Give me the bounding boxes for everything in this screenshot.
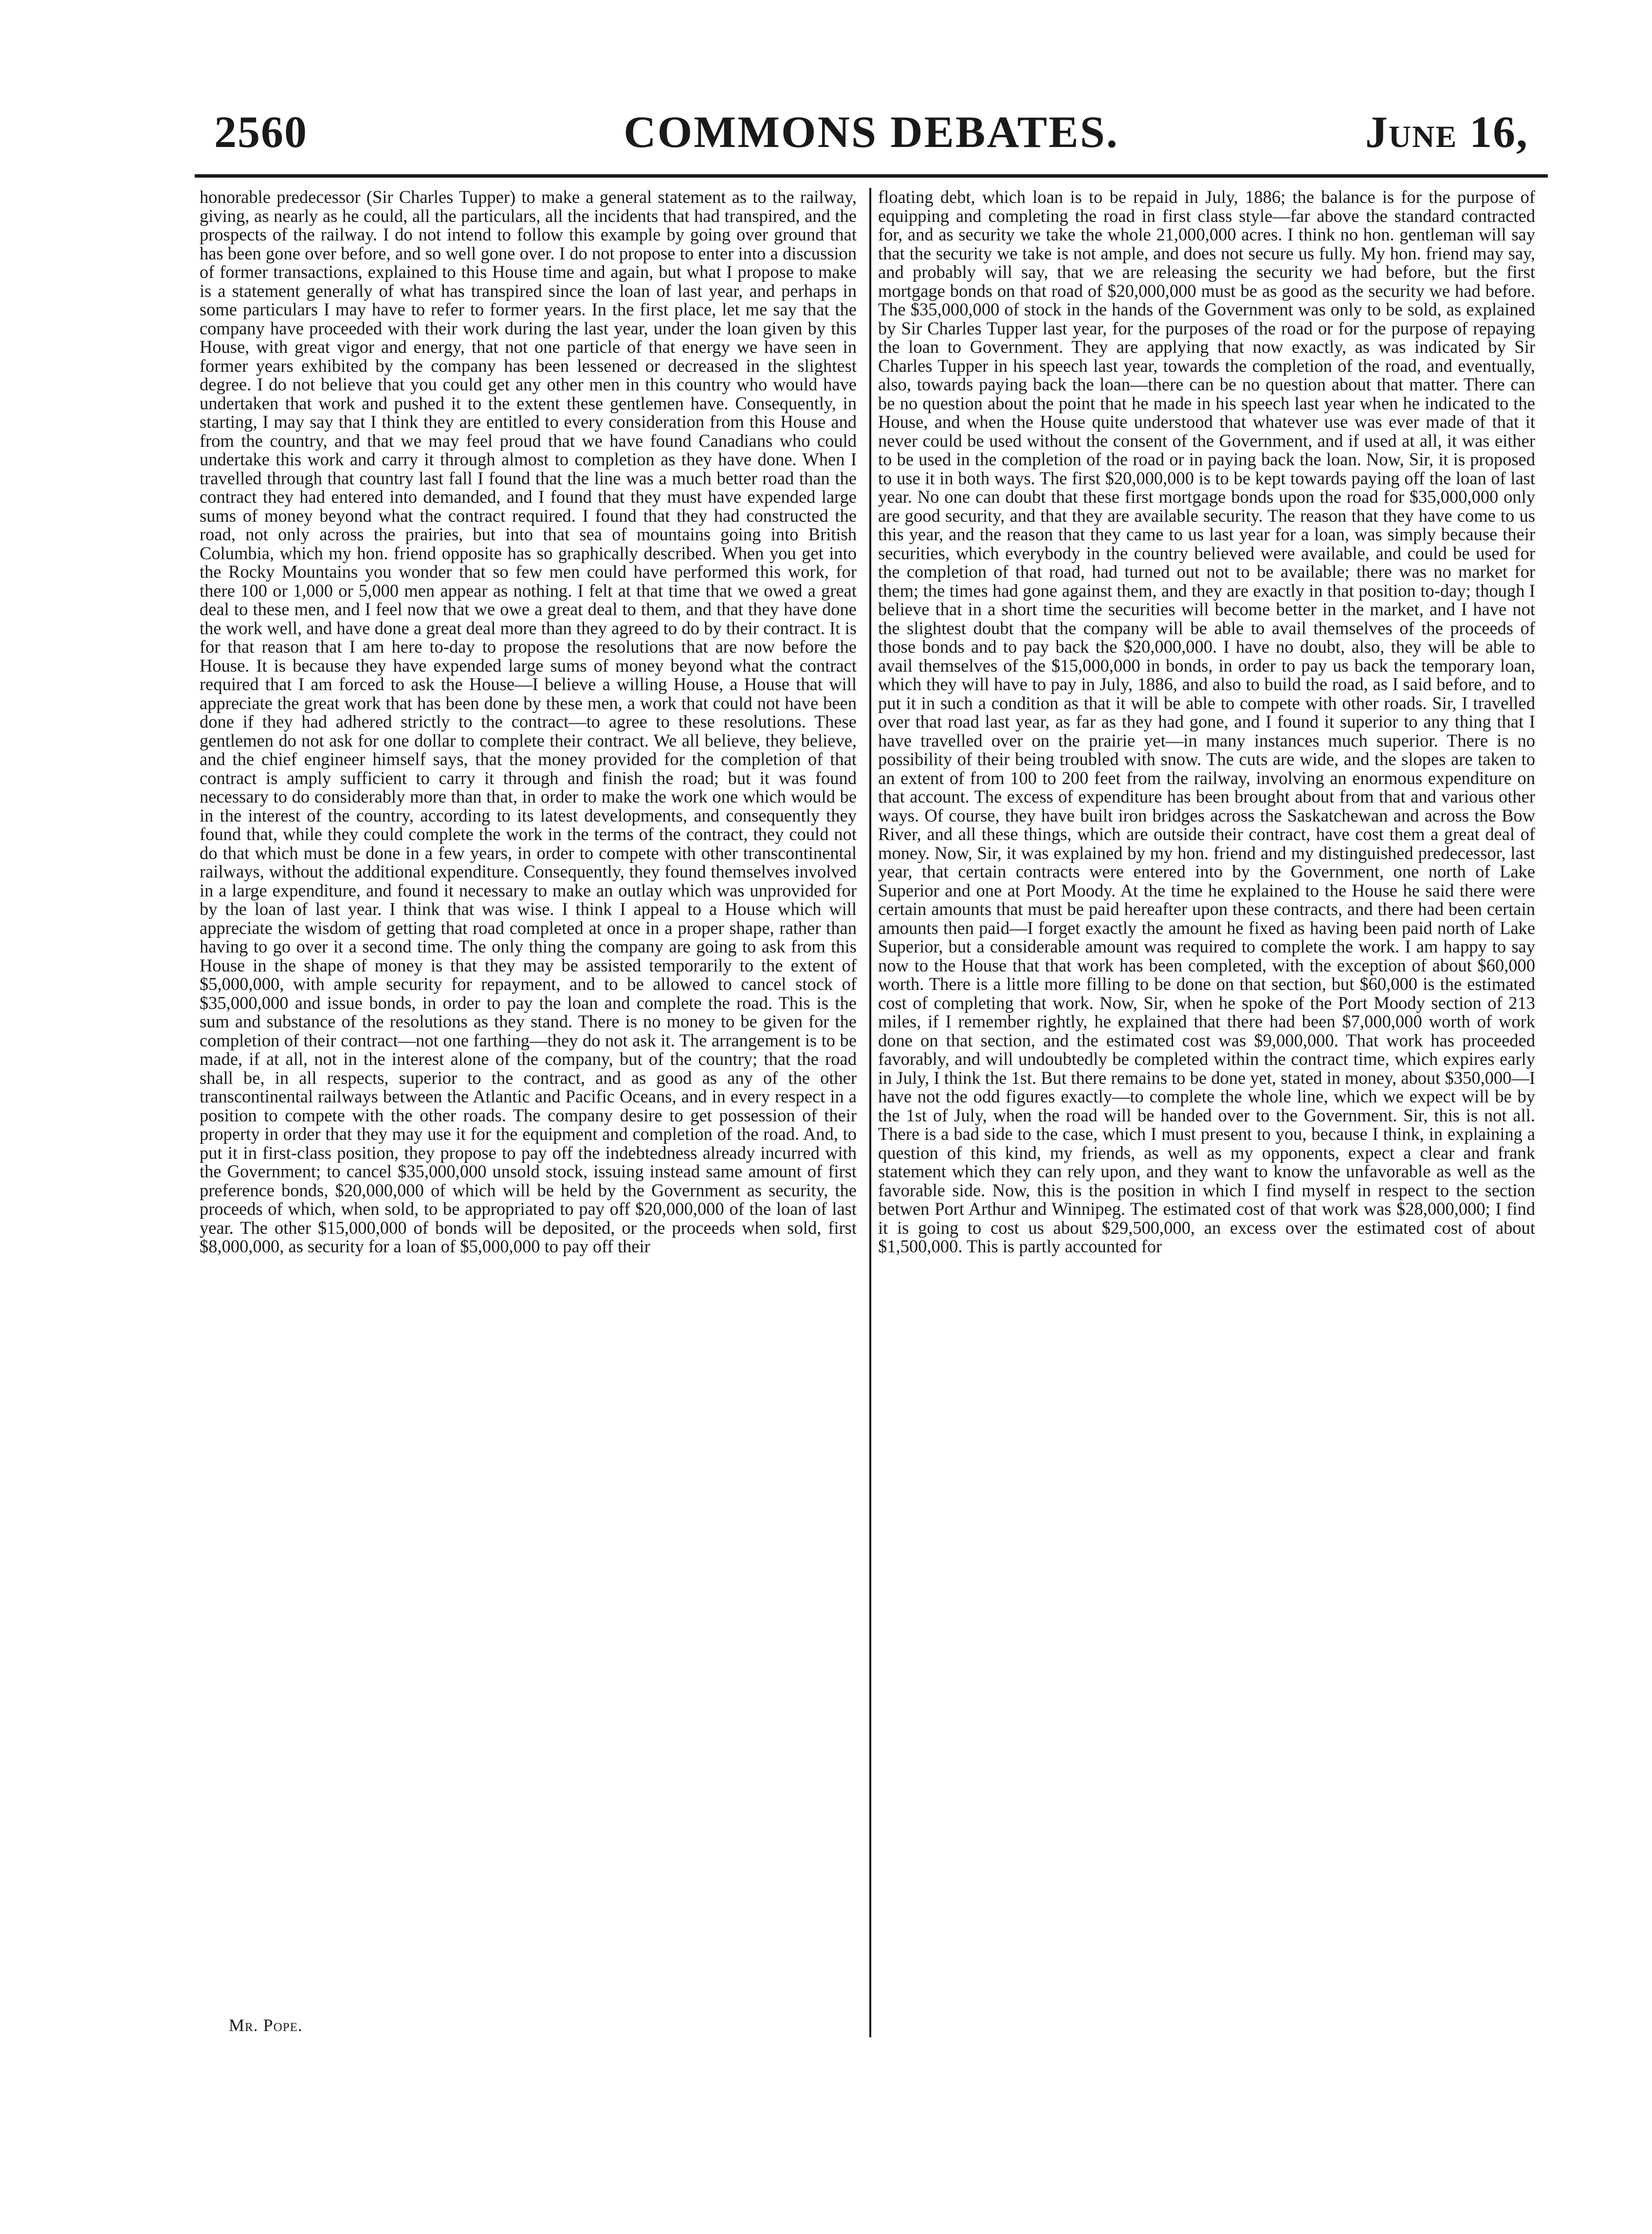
left-column: [200, 188, 857, 1256]
page-date: June 16,: [1365, 107, 1528, 157]
right-column: [878, 188, 1535, 1256]
page-number: 2560: [214, 107, 308, 157]
left-column-text: honorable predecessor (Sir Charles Tupper) to make a general statement as to the railway, giving, as nearly as he could, all the particulars, all the incidents that had transpired, and the prospects of the railway. I do not intend to follow this example by going over ground that has been gone over before, and so well gone over. I do not propose to enter into a discussion of former transactions, explained to this House time and again, but what I propose to make is a statement generally of what has transpired since the loan of last year, and perhaps in some particulars I may have to refer to former years. In the first place, let me say that the company have proceeded with their work during the last year, under the loan given by this House, with great vigor and energy, that not one particle of that energy we have seen in former years exhibited by the company has been lessened or decreased in the slightest degree. I do not believe that you could get any other men in this country who would have undertaken that work and pushed it to the extent these gentlemen have. Consequently, in starting, I may say that I think they are entitled to every consideration from this House and from the country, and that we may feel proud that we have found Canadians who could undertake this work and carry it through almost to completion as they have done. When I travelled through that country last fall I found that the line was a much better road than the contract they had entered into demanded, and I found that they must have expended large sums of money beyond what the contract required. I found that they had constructed the road, not only across the prairies, but into that sea of mountains going into British Columbia, which my hon. friend opposite has so graphically described. When you get into the Rocky Mountains you wonder that so few men could have performed this work, for there 100 or 1,000 or 5,000 men appear as nothing. I felt at that time that we owed a great deal to these men, and I feel now that we owe a great deal to them, and that they have done the work well, and have done a great deal more than they agreed to do by their contract. It is for that reason that I am here to-day to propose the resolutions that are now before the House. It is because they have expended large sums of money beyond what the contract required that I am forced to ask the House—I believe a willing House, a House that will appreciate the great work that has been done by these men, a work that could not have been done if they had adhered strictly to the contract—to agree to these resolutions. These gentlemen do not ask for one dollar to complete their contract. We all believe, they believe, and the chief engineer himself says, that the money provided for the completion of that contract is amply sufficient to carry it through and finish the road; but it was found necessary to do considerably more than that, in order to make the work one which would be in the interest of the country, according to its latest developments, and consequently they found that, while they could complete the work in the terms of the contract, they could not do that which must be done in a few years, in order to compete with other transcontinental railways, without the additional expenditure. Consequently, they found themselves involved in a large expenditure, and found it necessary to make an outlay which was unprovided for by the loan of last year. I think that was wise. I think I appeal to a House which will appreciate the wisdom of getting that road completed at once in a proper shape, rather than having to go over it a second time. The only thing the company are going to ask from this House in the shape of money is that they may be assisted temporarily to the extent of $5,000,000, with ample security for repayment, and to be allowed to cancel stock of $35,000,000 and issue bonds, in order to pay the loan and complete the road. This is the sum and substance of the resolutions as they stand. There is no money to be given for the completion of their contract—not one farthing—they do not ask it. The arrangement is to be made, if at all, not in the interest alone of the company, but of the country; that the road shall be, in all respects, superior to the contract, and as good as any of the other transcontinental railways between the Atlantic and Pacific Oceans, and in every respect in a position to compete with the other roads. The company desire to get possession of their property in order that they may use it for the equipment and completion of the road. And, to put it in first-class position, they propose to pay off the indebtedness already incurred with the Government; to cancel $35,000,000 unsold stock, issuing instead same amount of first preference bonds, $20,000,000 of which will be held by the Government as security, the proceeds of which, when sold, to be appropriated to pay off $20,000,000 of the loan of last year. The other $15,000,000 of bonds will be deposited, or the proceeds when sold, first $8,000,000, as security for a loan of $5,000,000 to pay off their: [200, 187, 857, 1256]
page-header: [214, 106, 1528, 165]
right-column-text: floating debt, which loan is to be repaid in July, 1886; the balance is for the purpose of equipping and completing the road in first class style—far above the standard contracted for, and as security we take the whole 21,000,000 acres. I think no hon. gentleman will say that the security we take is not ample, and does not secure us fully. My hon. friend may say, and probably will say, that we are releasing the security we had before, but the first mortgage bonds on that road of $20,000,000 must be as good as the security we had before. The $35,000,000 of stock in the hands of the Government was only to be sold, as explained by Sir Charles Tupper last year, for the purposes of the road or for the purpose of repaying the loan to Government. They are applying that now exactly, as was indicated by Sir Charles Tupper in his speech last year, towards the completion of the road, and eventually, also, towards paying back the loan—there can be no question about that matter. There can be no question about the point that he made in his speech last year when he indicated to the House, and when the House quite understood that whatever use was ever made of that it never could be used without the consent of the Government, and if used at all, it was either to be used in the completion of the road or in paying back the loan. Now, Sir, it is proposed to use it in both ways. The first $20,000,000 is to be kept towards paying off the loan of last year. No one can doubt that these first mortgage bonds upon the road for $35,000,000 only are good security, and that they are available security. The reason that they have come to us this year, and the reason that they came to us last year for a loan, was simply because their securities, which everybody in the country believed were available, and could be used for the completion of that road, had turned out not to be available; there was no market for them; the times had gone against them, and they are exactly in that position to-day; though I believe that in a short time the securities will become better in the market, and I have not the slightest doubt that the company will be able to avail themselves of the proceeds of those bonds and to pay back the $20,000,000. I have no doubt, also, they will be able to avail themselves of the $15,000,000 in bonds, in order to pay us back the temporary loan, which they will have to pay in July, 1886, and also to build the road, as I said before, and to put it in such a condition as that it will be able to compete with other roads. Sir, I travelled over that road last year, as far as they had gone, and I found it superior to any thing that I have travelled over on the prairie yet—in many instances much superior. There is no possibility of their being troubled with snow. The cuts are wide, and the slopes are taken to an extent of from 100 to 200 feet from the railway, involving an enormous expenditure on that account. The excess of expenditure has been brought about from that and various other ways. Of course, they have built iron bridges across the Saskatchewan and across the Bow River, and all these things, which are outside their contract, have cost them a great deal of money. Now, Sir, it was explained by my hon. friend and my distinguished predecessor, last year, that certain contracts were entered into by the Government, one north of Lake Superior and one at Port Moody. At the time he explained to the House he said there were certain amounts that must be paid hereafter upon these contracts, and there had been certain amounts then paid—I forget exactly the amount he fixed as having been paid north of Lake Superior, but a considerable amount was required to complete the work. I am happy to say now to the House that that work has been completed, with the exception of about $60,000 worth. There is a little more filling to be done on that section, but $60,000 is the estimated cost of completing that work. Now, Sir, when he spoke of the Port Moody section of 213 miles, if I remember rightly, he explained that there had been $7,000,000 worth of work done on that section, and the estimated cost was $9,000,000. That work has proceeded favorably, and will undoubtedly be completed within the contract time, which expires early in July, I think the 1st. But there remains to be done yet, stated in money, about $350,000—I have not the odd figures exactly—to complete the whole line, which we expect will be by the 1st of July, when the road will be handed over to the Government. Sir, this is not all. There is a bad side to the case, which I must present to you, because I think, in explaining a question of this kind, my friends, as well as my opponents, expect a clear and frank statement which they can rely upon, and they want to know the unfavorable as well as the favorable side. Now, this is the position in which I find myself in respect to the section betwen Port Arthur and Winnipeg. The estimated cost of that work was $28,000,000; I find it is going to cost us about $29,500,000, an excess over the estimated cost of about $1,500,000. This is partly accounted for: [878, 187, 1535, 1256]
speaker-signature: Mr. Pope.: [229, 2015, 303, 2035]
header-rule: [195, 174, 1548, 178]
column-divider: [869, 188, 871, 2037]
running-title: COMMONS DEBATES.: [624, 107, 1119, 157]
